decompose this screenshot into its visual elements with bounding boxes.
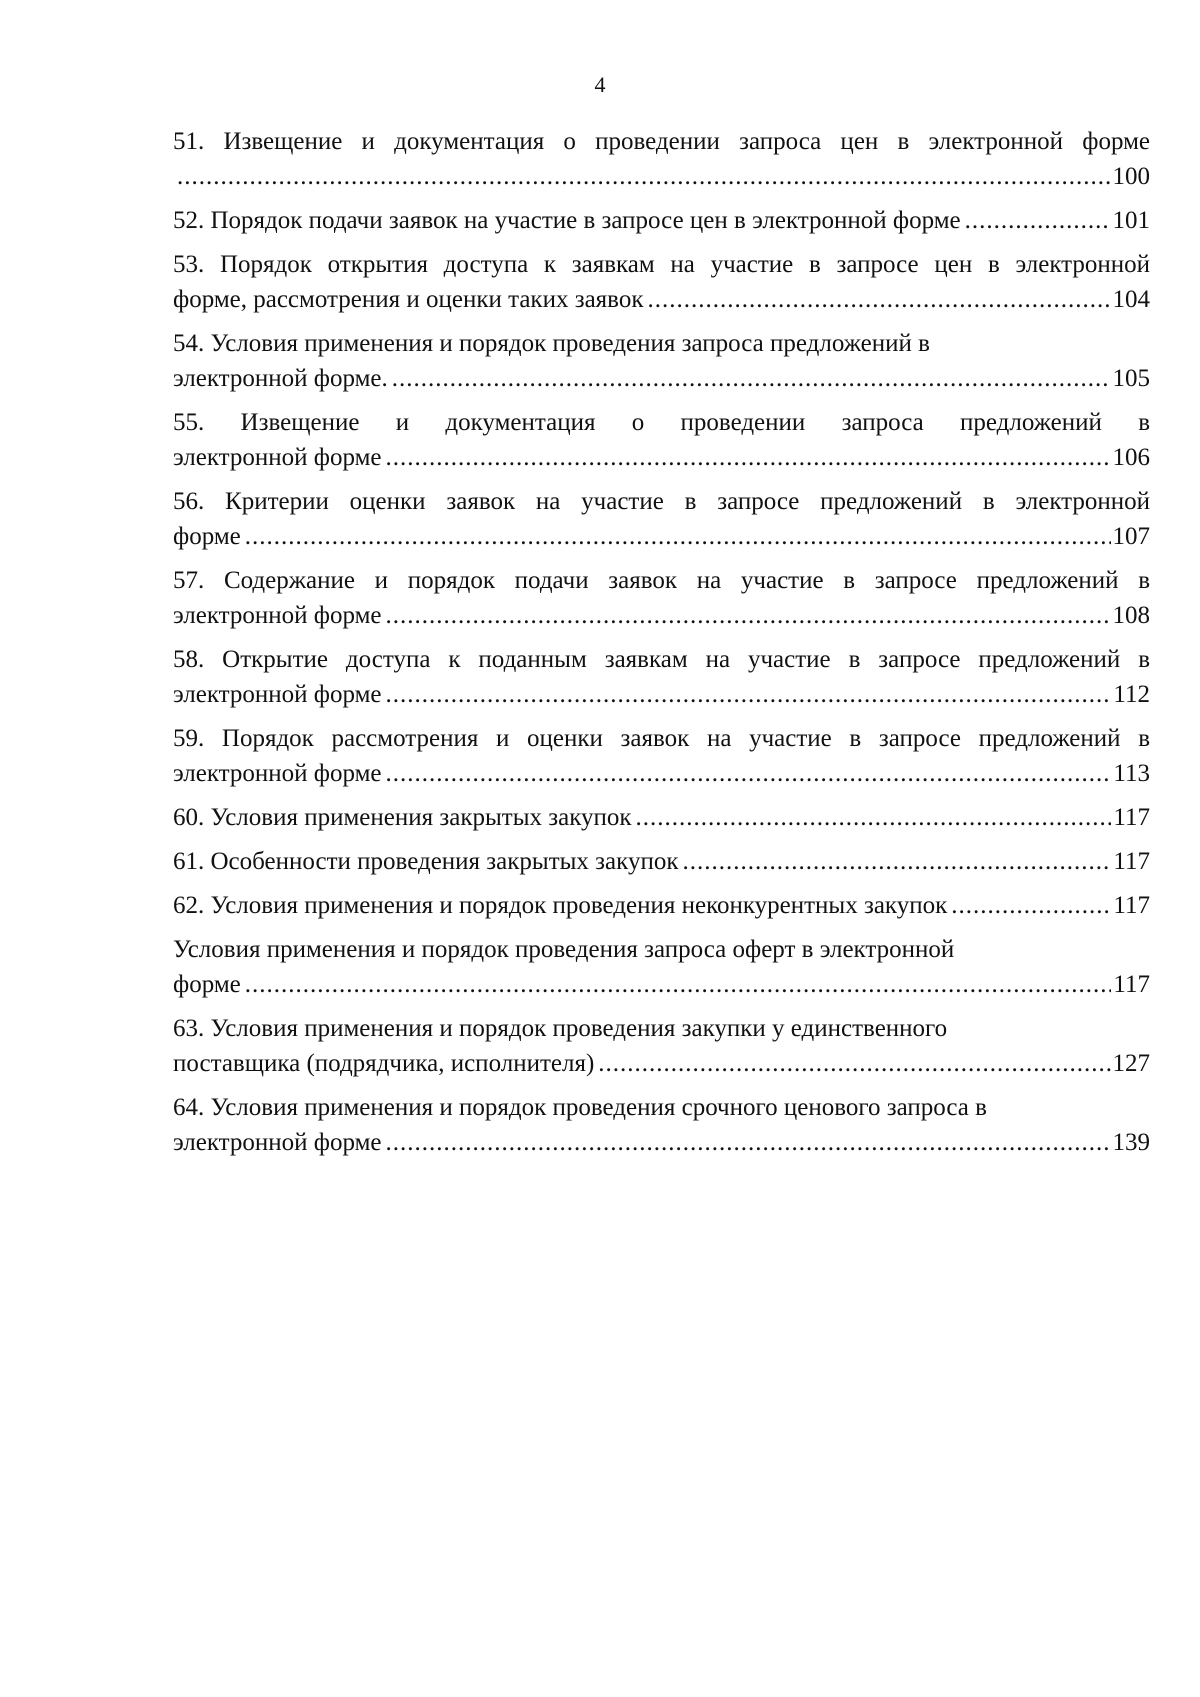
toc-entry-page-number: 113 bbox=[1113, 760, 1150, 787]
toc-entry-page-number: 117 bbox=[1113, 971, 1150, 998]
toc-entry-leader-line bbox=[173, 967, 1150, 1002]
toc-entry-60 bbox=[173, 800, 1150, 835]
toc-entry-page-number: 104 bbox=[1112, 286, 1150, 313]
toc-entry-page-number: 117 bbox=[1113, 892, 1150, 919]
toc-entry-page-number: 117 bbox=[1113, 848, 1150, 875]
toc-entry-title-line: Условия применения и порядок проведения запроса оферт в электронной bbox=[173, 936, 955, 963]
toc-entry-53 bbox=[173, 247, 1150, 317]
toc-entry-title-line: 58. Открытие доступа к поданным заявкам на участие в запросе предложений в bbox=[173, 646, 1150, 673]
toc-entry-title-line: электронной форме. bbox=[173, 365, 388, 392]
toc-entry-page-number: 106 bbox=[1112, 444, 1150, 471]
toc-entry-leader-line bbox=[173, 282, 1150, 317]
toc-entry-leader-line bbox=[173, 203, 1150, 238]
dot-leader bbox=[386, 677, 1112, 712]
dot-leader bbox=[386, 440, 1111, 475]
toc-entry-64 bbox=[173, 1090, 1150, 1160]
toc-entry-title-line: 64. Условия применения и порядок проведения срочного ценового запроса в bbox=[173, 1094, 987, 1121]
toc-entry-title-line: форме bbox=[173, 971, 241, 998]
toc-entry-58 bbox=[173, 642, 1150, 712]
page-number: 4 bbox=[594, 72, 606, 97]
toc-entry-57 bbox=[173, 563, 1150, 633]
toc-entry-59 bbox=[173, 721, 1150, 791]
toc-entry-55 bbox=[173, 405, 1150, 475]
toc-entry-leader-line bbox=[173, 519, 1150, 554]
toc-entry-leader-line bbox=[173, 888, 1150, 923]
toc-entry-51 bbox=[173, 124, 1150, 194]
toc-entry-title-line: электронной форме bbox=[173, 444, 382, 471]
toc-entry-title-line: 61. Особенности проведения закрытых закупок bbox=[173, 848, 679, 875]
toc-entry-title-line: 63. Условия применения и порядок проведения закупки у единственного bbox=[173, 1015, 948, 1042]
toc-entry-title-line: 60. Условия применения закрытых закупок bbox=[173, 804, 632, 831]
dot-leader bbox=[647, 282, 1110, 317]
toc-entry-leader-line bbox=[173, 361, 1150, 396]
toc-entry-63 bbox=[173, 1011, 1150, 1081]
toc-entry-page-number: 127 bbox=[1112, 1050, 1150, 1077]
dot-leader bbox=[965, 203, 1111, 238]
dot-leader bbox=[392, 361, 1111, 396]
toc-entry-62 bbox=[173, 888, 1150, 923]
toc-entry-leader-line bbox=[173, 677, 1150, 712]
toc-entry-title-line: 57. Содержание и порядок подачи заявок на участие в запросе предложений в bbox=[173, 567, 1150, 594]
dot-leader bbox=[177, 159, 1111, 194]
dot-leader bbox=[598, 1046, 1110, 1081]
toc-entry-title-line: 62. Условия применения и порядок проведения неконкурентных закупок bbox=[173, 892, 948, 919]
toc-entry-page-number: 139 bbox=[1112, 1129, 1150, 1156]
toc-entry-offers-request bbox=[173, 932, 1150, 1002]
toc-entry-page-number: 105 bbox=[1112, 365, 1150, 392]
toc-entry-title-line: 56. Критерии оценки заявок на участие в запросе предложений в электронной bbox=[173, 488, 1150, 515]
toc-entry-leader-line bbox=[173, 844, 1150, 879]
toc-entry-title-line: 55. Извещение и документация о проведении запроса предложений в bbox=[173, 409, 1150, 436]
toc-entry-leader-line bbox=[173, 598, 1150, 633]
toc-entry-page-number: 101 bbox=[1112, 207, 1150, 234]
toc-entry-56 bbox=[173, 484, 1150, 554]
toc-entry-title-line: форме bbox=[173, 523, 241, 550]
toc-entry-page-number: 117 bbox=[1113, 804, 1150, 831]
toc-entry-leader-line bbox=[173, 756, 1150, 791]
dot-leader bbox=[636, 800, 1112, 835]
dot-leader bbox=[386, 1125, 1111, 1160]
toc-entry-title-line: 52. Порядок подачи заявок на участие в запросе цен в электронной форме bbox=[173, 207, 961, 234]
toc-entry-title-line: поставщика (подрядчика, исполнителя) bbox=[173, 1050, 595, 1077]
dot-leader bbox=[386, 598, 1111, 633]
dot-leader bbox=[245, 967, 1112, 1002]
toc-entry-page-number: 108 bbox=[1112, 602, 1150, 629]
toc-entry-title-line: 54. Условия применения и порядок проведения запроса предложений в bbox=[173, 330, 930, 357]
toc-entry-leader-line bbox=[173, 1046, 1150, 1081]
toc-entry-title-line: электронной форме bbox=[173, 602, 382, 629]
table-of-contents bbox=[173, 124, 1150, 1169]
toc-entry-leader-line bbox=[173, 440, 1150, 475]
toc-entry-54 bbox=[173, 326, 1150, 396]
toc-entry-title-line: электронной форме bbox=[173, 681, 382, 708]
toc-entry-page-number: 112 bbox=[1113, 681, 1150, 708]
toc-entry-61 bbox=[173, 844, 1150, 879]
dot-leader bbox=[682, 844, 1111, 879]
toc-entry-title-line: 53. Порядок открытия доступа к заявкам на участие в запросе цен в электронной bbox=[173, 251, 1150, 278]
toc-entry-page-number: 107 bbox=[1112, 523, 1150, 550]
toc-entry-leader-line bbox=[173, 1125, 1150, 1160]
dot-leader bbox=[386, 756, 1112, 791]
toc-entry-52 bbox=[173, 203, 1150, 238]
dot-leader bbox=[951, 888, 1111, 923]
toc-entry-page-number: 100 bbox=[1112, 163, 1150, 190]
toc-entry-leader-line bbox=[173, 800, 1150, 835]
toc-entry-title-line: электронной форме bbox=[173, 760, 382, 787]
toc-entry-title-line: электронной форме bbox=[173, 1129, 382, 1156]
toc-entry-leader-line bbox=[173, 159, 1150, 194]
toc-entry-title-line: 59. Порядок рассмотрения и оценки заявок на участие в запросе предложений в bbox=[173, 725, 1150, 752]
toc-entry-title-line: форме, рассмотрения и оценки таких заявок bbox=[173, 286, 644, 313]
dot-leader bbox=[245, 519, 1111, 554]
toc-entry-title-line: 51. Извещение и документация о проведении запроса цен в электронной форме bbox=[173, 128, 1150, 155]
